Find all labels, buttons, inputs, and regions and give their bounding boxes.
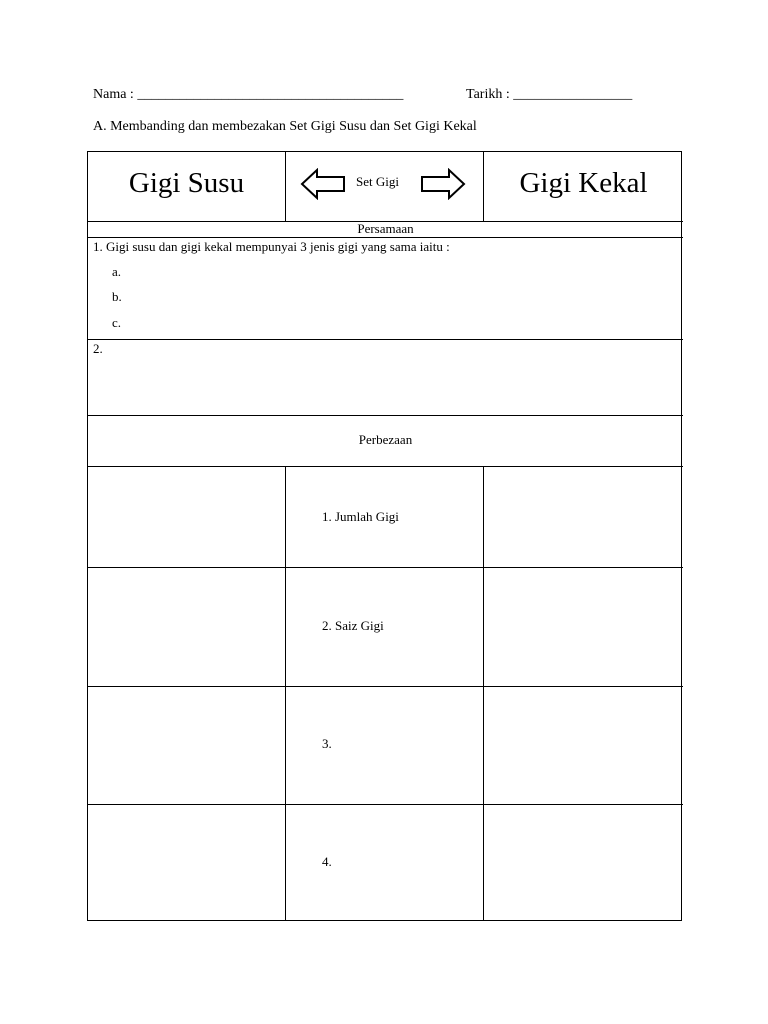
similarity-subitem-c: c. (112, 315, 122, 330)
difference-row-1: 1. Jumlah Gigi (322, 509, 399, 524)
similarities-heading: Persamaan (357, 221, 414, 236)
primary-teeth-heading: Gigi Susu (128, 167, 245, 199)
col-divider (285, 466, 286, 921)
section-title: A. Membanding dan membezakan Set Gigi Susu dan Set Gigi Kekal (93, 119, 477, 134)
name-field-label: Nama : ______________________________________ (93, 87, 404, 102)
arrow-right-icon (420, 168, 466, 200)
col-divider (285, 152, 286, 221)
similarity-subitem-b: b. (112, 289, 122, 304)
difference-row-3: 3. (322, 736, 332, 751)
similarity-item-2: 2. (93, 341, 103, 356)
col-divider (483, 466, 484, 921)
row-divider (88, 466, 683, 467)
row-divider (88, 686, 683, 687)
teeth-set-label: Set Gigi (356, 174, 399, 189)
row-divider (88, 567, 683, 568)
row-divider (88, 415, 683, 416)
difference-row-2: 2. Saiz Gigi (322, 618, 384, 633)
similarity-item-1: 1. Gigi susu dan gigi kekal mempunyai 3 jenis gigi yang sama iaitu : (93, 239, 450, 254)
date-field-label: Tarikh : _________________ (466, 87, 633, 102)
row-divider (88, 237, 683, 238)
row-divider (88, 804, 683, 805)
comparison-table (87, 151, 682, 921)
similarity-subitem-a: a. (112, 264, 122, 279)
difference-row-4: 4. (322, 854, 332, 869)
row-divider (88, 339, 683, 340)
arrow-left-icon (300, 168, 346, 200)
differences-heading: Perbezaan (358, 432, 413, 447)
permanent-teeth-heading: Gigi Kekal (519, 167, 648, 199)
